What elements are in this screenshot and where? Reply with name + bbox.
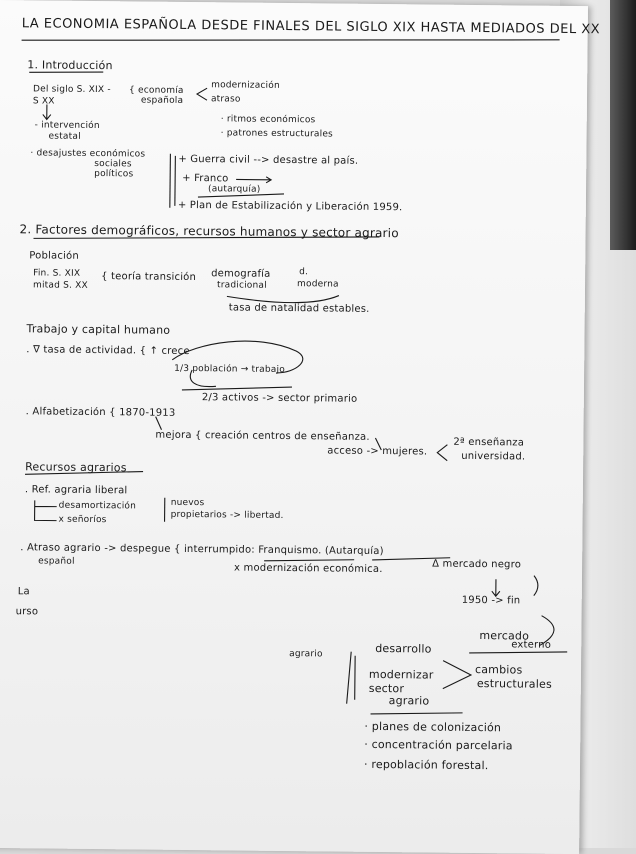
note-ritmos: · ritmos económicos [220,114,316,126]
background-shadow [610,0,636,250]
section-2-heading: 2. Factores demográficos, recursos humanos y sector agrario [19,222,399,241]
note-teoria: { teoría transición [101,271,197,284]
note-moderna: moderna [296,279,339,290]
note-fin-xix: Fin. S. XIX [33,268,81,279]
note-estatal: estatal [48,131,81,142]
note-modernizacion-ec: x modernización económica. [234,562,383,576]
note-senorios: x señoríos [58,514,107,526]
note-autarquia: (autarquía) [207,184,261,195]
note-agrario: agrario [388,694,430,708]
note-urso: urso [15,606,39,618]
note-desamortizacion: desamortización [58,500,137,512]
note-concentracion: · concentración parcelaria [364,737,513,753]
note-nuevos: nuevos [170,497,205,509]
note-tradicional: tradicional [216,280,267,291]
note-alfabetizacion: . Alfabetización { 1870-1913 [25,406,176,419]
note-poblacion: Población [29,250,79,262]
note-guerra: + Guerra civil --> desastre al país. [178,153,359,167]
note-mitad-xx: mitad S. XX [32,280,88,291]
note-espanol: español [38,556,75,567]
note-economia: { economía [129,85,184,96]
note-intervencion: - intervención [34,120,100,132]
note-trabajo: Trabajo y capital humano [26,322,171,337]
note-modernizar: modernizar [368,667,434,682]
note-propietarios: propietarios -> libertad. [170,509,284,521]
note-espanola: española [140,95,184,106]
note-sector: sector [368,681,405,696]
note-a: d. [299,267,309,278]
margin-note: agrario [289,649,323,660]
note-franco: + Franco [182,172,229,185]
note-tercio: 1/3 población → trabajo [174,363,285,376]
note-planes: · planes de colonización [364,719,502,735]
note-repoblacion: · repoblación forestal. [363,757,489,773]
section-1-heading: 1. Introducción [27,58,113,73]
note-siglo: Del siglo S. XIX - [33,84,111,96]
note-universidad: universidad. [461,450,526,463]
note-sociales: sociales [94,158,132,170]
note-mejora: mejora { creación centros de enseñanza. [155,429,370,443]
note-desarrollo: desarrollo [375,641,432,656]
note-fin1950: 1950 -> fin [461,594,521,607]
note-reforma: . Ref. agraria liberal [24,484,128,497]
note-demografia: demografía [211,268,271,280]
note-patrones: · patrones estructurales [220,128,334,140]
note-tasa: tasa de natalidad estables. [228,302,370,315]
note-tasa-actividad: . ∇ tasa de actividad. { ↑ crece [26,344,190,358]
note-modernizacion: modernización [211,80,280,91]
note-externo: externo [511,639,552,651]
note-recursos: Recursos agrarios [25,460,127,475]
note-desajustes: · desajustes económicos [30,148,146,160]
note-cambios: cambios [474,663,523,677]
note-plan: + Plan de Estabilización y Liberación 1959. [177,199,403,214]
note-atraso-agrario: . Atraso agrario -> despegue { interrumpido: Franquismo. (Autarquía) [20,542,384,558]
note-atraso: atraso [210,94,241,105]
note-la: La [17,586,30,598]
note-dos-tercios: 2/3 activos -> sector primario [201,392,358,405]
note-politicos: políticos [94,168,134,180]
page-title: LA ECONOMIA ESPAÑOLA DESDE FINALES DEL SIGLO XIX HASTA MEDIADOS DEL XX [21,16,601,38]
note-sxx: S XX [32,96,55,107]
note-mercado-negro: Δ mercado negro [432,558,522,571]
note-ensenanza2: 2ª enseñanza [453,436,525,449]
note-acceso: acceso -> mujeres. [327,445,428,458]
note-estructurales: estructurales [476,677,552,691]
note-mercado: mercado [479,629,530,643]
